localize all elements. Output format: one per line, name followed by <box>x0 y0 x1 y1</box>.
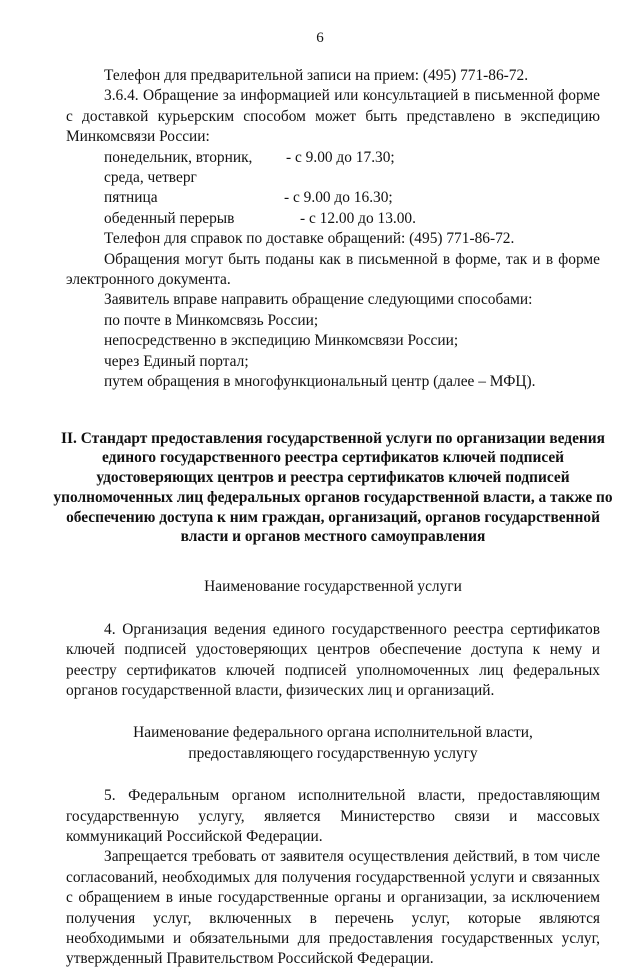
submission-methods-list <box>66 311 600 393</box>
paragraph-5: 5. Федеральным органом исполнительной власти, предоставляющим государственную услугу, является Министерство связи и массовых коммуникаций Российской Федерации. <box>66 787 600 845</box>
appointment-phone-paragraph: Телефон для предварительной записи на прием: (495) 771-86-72. <box>104 67 529 84</box>
list-item: по почте в Минкомсвязь России; <box>104 311 319 329</box>
authority-subheading-line2: предоставляющего государственную услугу <box>188 744 478 762</box>
paragraph-4: 4. Организация ведения единого государственного реестра сертификатов ключей подписей удостоверяющих центров обеспечение доступа к нему и реестру сертификатов ключей подписей уполномоченных лиц федеральных органов государственной власти, физических лиц и организаций. <box>66 620 600 699</box>
schedule-row <box>66 148 600 189</box>
schedule-row <box>66 188 600 208</box>
authority-subheading-line1: Наименование федерального органа исполнительной власти, <box>133 724 533 742</box>
schedule-days: обеденный перерыв <box>104 209 235 227</box>
list-item: непосредственно в экспедицию Минкомсвязи России; <box>104 332 459 350</box>
section-heading: II. Стандарт предоставления государственной услуги по организации ведения единого государственного реестра сертификатов ключей подписей удостоверяющих центров и реестра сертификатов ключей подписей уполномоченных лиц федеральных органов государственной власти, а также по обеспечению доступа к ним граждан, организаций, органов государственной власти и органов местного самоуправления <box>53 429 613 546</box>
expedition-schedule <box>66 148 600 230</box>
list-item: путем обращения в многофункциональный центр (далее – МФЦ). <box>104 373 536 391</box>
courier-delivery-paragraph: 3.6.4. Обращение за информацией или консультацией в письменной форме с доставкой курьерским способом может быть представлено в экспедицию Минкомсвязи России: <box>66 87 600 146</box>
schedule-hours: - с 12.00 до 13.00. <box>300 209 416 227</box>
prohibition-paragraph: Запрещается требовать от заявителя осуществления действий, в том числе согласований, необходимых для получения государственной услуги и связанных с обращением в иные государственные органы и организации, за исключением получения услуг, включенных в перечень услуг, которые являются необходимыми и обязательными для предоставления государственных услуг, утвержденный Правительством Российской Федерации. <box>66 848 600 968</box>
submission-forms-paragraph: Обращения могут быть поданы как в письменной в форме, так и в форме электронного документа. <box>66 250 600 289</box>
schedule-hours: - с 9.00 до 17.30; <box>286 148 395 166</box>
document-body <box>53 66 613 970</box>
list-item: через Единый портал; <box>104 352 249 370</box>
delivery-phone-paragraph: Телефон для справок по доставке обращений: (495) 771-86-72. <box>104 230 515 248</box>
schedule-days: пятница <box>104 189 158 207</box>
schedule-days: понедельник, вторник, среда, четверг <box>104 148 253 187</box>
schedule-row <box>66 209 600 229</box>
page-number: 6 <box>316 30 324 46</box>
submission-methods-intro: Заявитель вправе направить обращение следующими способами: <box>104 291 533 309</box>
service-name-subheading: Наименование государственной услуги <box>204 578 462 596</box>
schedule-hours: - с 9.00 до 16.30; <box>284 189 393 207</box>
